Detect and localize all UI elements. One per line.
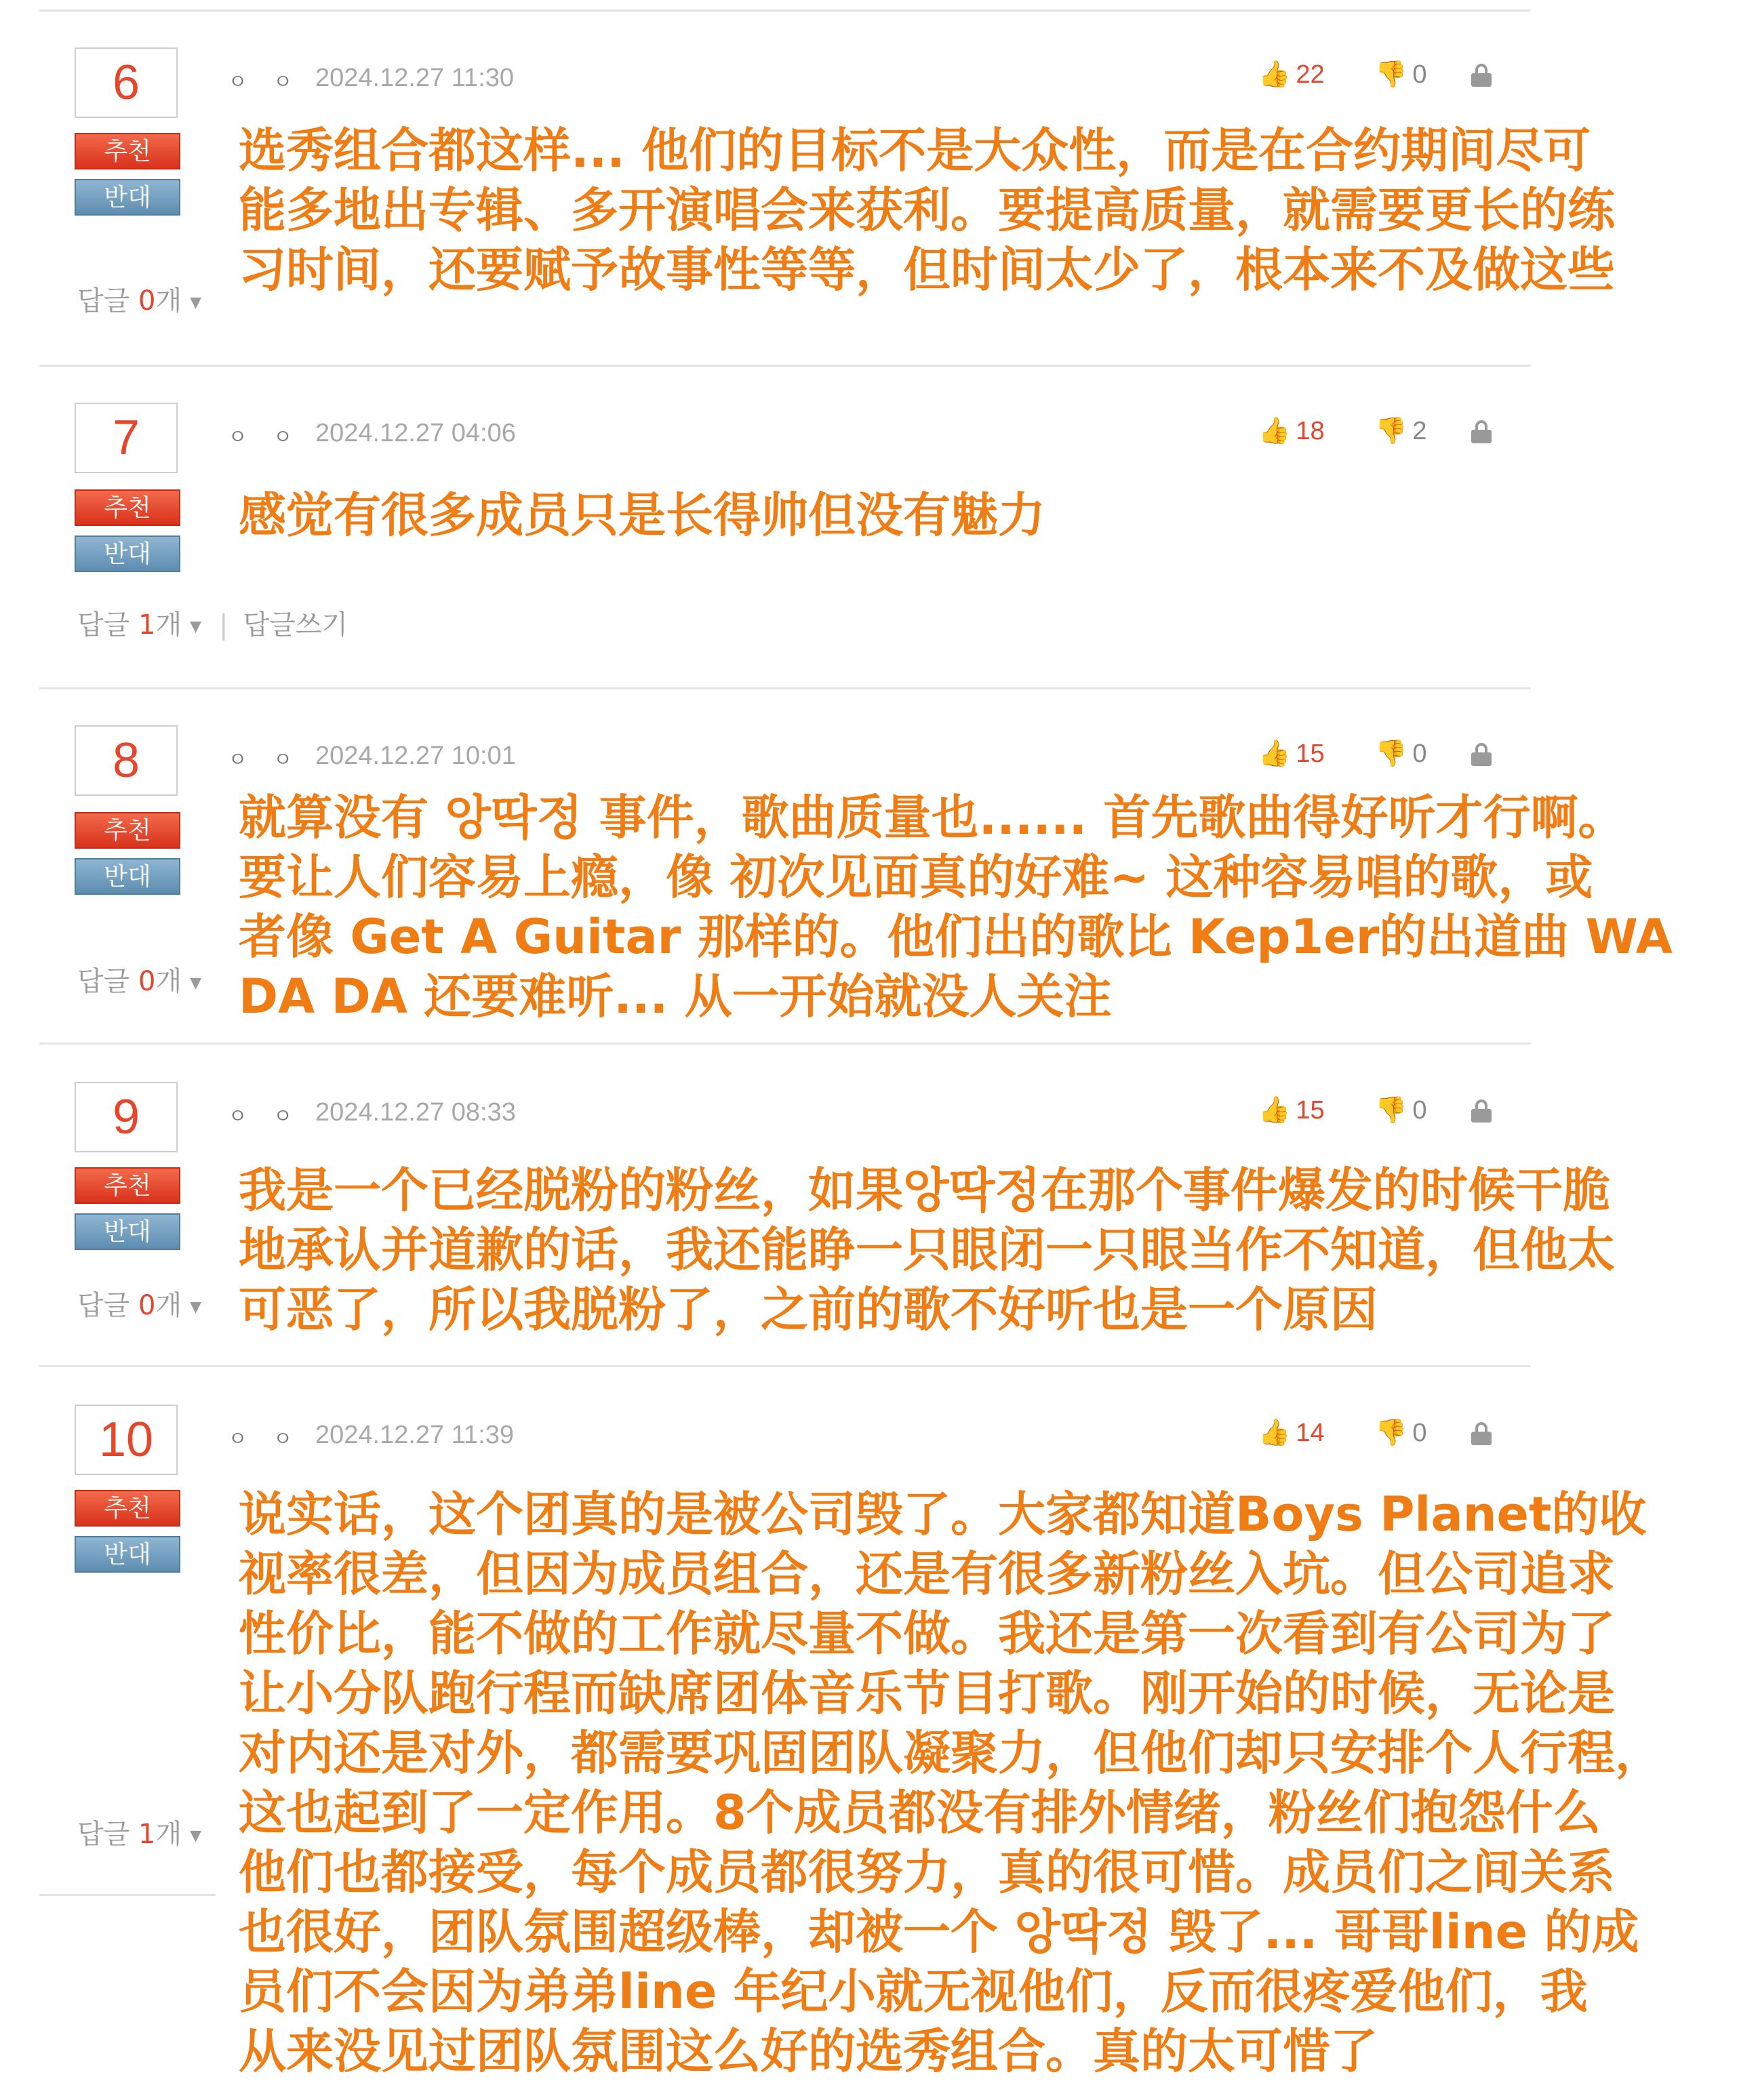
like-count[interactable] xyxy=(1258,416,1325,446)
like-count[interactable] xyxy=(1258,739,1325,769)
upvote-button[interactable]: 추천 xyxy=(75,812,180,849)
divider xyxy=(39,1894,216,1896)
dislike-count[interactable] xyxy=(1375,1418,1426,1448)
comment-date: 2024.12.27 04:06 xyxy=(315,419,516,447)
divider xyxy=(39,1043,1531,1045)
thumbs-down-icon: 👎 xyxy=(1375,1419,1407,1447)
lock-icon[interactable] xyxy=(1471,64,1492,87)
downvote-button[interactable]: 반대 xyxy=(75,179,180,216)
dislike-value: 2 xyxy=(1412,417,1427,445)
rank-number: 9 xyxy=(75,1082,178,1152)
chevron-down-icon: ▼ xyxy=(190,1827,202,1844)
chevron-down-icon: ▼ xyxy=(190,1298,202,1316)
rank-number: 8 xyxy=(75,725,178,796)
reply-unit: 개 xyxy=(155,609,182,641)
reply-toggle[interactable] xyxy=(77,279,201,318)
comment-date: 2024.12.27 08:33 xyxy=(315,1098,516,1127)
dislike-count[interactable] xyxy=(1375,416,1426,446)
chevron-down-icon: ▼ xyxy=(190,618,202,635)
rank-number: 7 xyxy=(75,403,178,473)
like-value: 15 xyxy=(1296,1096,1325,1125)
divider xyxy=(39,9,1531,12)
lock-icon[interactable] xyxy=(1471,1422,1492,1445)
reply-count: 0 xyxy=(138,285,156,317)
author-name: ㅇ ㅇ xyxy=(228,748,302,772)
thumbs-up-icon: 👍 xyxy=(1258,417,1291,445)
upvote-button[interactable]: 추천 xyxy=(75,1167,180,1204)
author-name: ㅇ ㅇ xyxy=(228,1105,302,1129)
lock-icon[interactable] xyxy=(1471,743,1492,766)
comment-body: 选秀组合都这样... 他们的目标不是大众性，而是在合约期间尽可 能多地出专辑、多开演唱会来获利。要提高质量，就需要更长的练 习时间，还要赋予故事性等等，但时间太少了，根本来不及做这些 xyxy=(239,123,1615,298)
like-value: 18 xyxy=(1296,417,1325,445)
like-value: 15 xyxy=(1296,740,1325,768)
rank-number: 6 xyxy=(75,47,178,118)
write-reply-link[interactable]: 답글쓰기 xyxy=(243,609,348,641)
downvote-button[interactable]: 반대 xyxy=(75,1213,180,1250)
reply-count: 0 xyxy=(138,1290,156,1321)
reply-count: 0 xyxy=(138,966,156,997)
dislike-value: 0 xyxy=(1412,1419,1427,1447)
reply-unit: 개 xyxy=(155,1819,182,1850)
comment-body: 就算没有 앙딱정 事件，歌曲质量也...... 首先歌曲得好听才行啊。 要让人们容易上瘾，像 初次见面真的好难~ 这种容易唱的歌，或 者像 Get A Guitar 那样的。他们出的歌比 Kep1er的出道曲 WA DA DA 还要难听... 从一开始就没人关注 xyxy=(239,790,1673,1024)
author-name: ㅇ ㅇ xyxy=(228,426,302,449)
chevron-down-icon: ▼ xyxy=(190,294,202,311)
downvote-button[interactable]: 반대 xyxy=(75,858,180,895)
reply-label: 답글 xyxy=(77,1290,130,1321)
divider xyxy=(39,687,1531,689)
reply-count: 1 xyxy=(138,609,156,641)
author-name: ㅇ ㅇ xyxy=(228,1428,302,1451)
thumbs-up-icon: 👍 xyxy=(1258,1096,1291,1125)
thumbs-down-icon: 👎 xyxy=(1375,417,1407,445)
dislike-value: 0 xyxy=(1412,740,1427,768)
dislike-count[interactable] xyxy=(1375,1095,1426,1125)
reply-toggle[interactable] xyxy=(77,1284,201,1322)
reply-toggle[interactable] xyxy=(77,603,348,642)
like-count[interactable] xyxy=(1258,60,1325,89)
thumbs-down-icon: 👎 xyxy=(1375,60,1407,89)
like-count[interactable] xyxy=(1258,1095,1325,1125)
reply-label: 답글 xyxy=(77,609,130,641)
dislike-value: 0 xyxy=(1412,60,1427,89)
reply-toggle[interactable] xyxy=(77,960,201,998)
dislike-count[interactable] xyxy=(1375,60,1426,89)
reply-label: 답글 xyxy=(77,966,130,997)
divider xyxy=(39,365,1531,367)
author-name: ㅇ ㅇ xyxy=(228,70,302,94)
chevron-down-icon: ▼ xyxy=(190,974,202,992)
thumbs-up-icon: 👍 xyxy=(1258,60,1291,89)
like-value: 22 xyxy=(1296,60,1325,89)
separator: | xyxy=(219,609,228,641)
downvote-button[interactable]: 반대 xyxy=(75,1536,180,1573)
dislike-value: 0 xyxy=(1412,1096,1427,1125)
comment-date: 2024.12.27 11:39 xyxy=(315,1421,515,1449)
lock-icon[interactable] xyxy=(1471,1099,1492,1123)
upvote-button[interactable]: 추천 xyxy=(75,1490,180,1527)
thumbs-down-icon: 👎 xyxy=(1375,1096,1407,1125)
comment-date: 2024.12.27 10:01 xyxy=(315,742,516,770)
downvote-button[interactable]: 반대 xyxy=(75,536,180,572)
comment-date: 2024.12.27 11:30 xyxy=(315,64,515,92)
reply-unit: 개 xyxy=(155,1290,182,1321)
rank-number: 10 xyxy=(75,1405,178,1475)
thumbs-up-icon: 👍 xyxy=(1258,740,1291,768)
reply-unit: 개 xyxy=(155,966,182,997)
upvote-button[interactable]: 추천 xyxy=(75,489,180,526)
divider xyxy=(39,1365,1531,1367)
like-value: 14 xyxy=(1296,1419,1325,1447)
lock-icon[interactable] xyxy=(1471,420,1492,443)
upvote-button[interactable]: 추천 xyxy=(75,133,180,169)
comment-body: 感觉有很多成员只是长得帅但没有魅力 xyxy=(239,487,1045,543)
comment-body: 说实话，这个团真的是被公司毁了。大家都知道Boys Planet的收 视率很差，但因为成员组合，还是有很多新粉丝入坑。但公司追求 性价比，能不做的工作就尽量不做。我还是第一次看到有公司为了 让小分队跑行程而缺席团体音乐节目打歌。刚开始的时候，无论是 对内还是对外，都需要巩固团队凝聚力，但他们却只安排个人行程， 这也起到了一定作用。8个成员都没有排外情绪，粉丝们抱怨什么 他们也都接受，每个成员都很努力，真的很可惜。成员们之间关系 也很好，团队氛围超级棒，却被一个 앙딱정 毁了... 哥哥line 的成 员们不会因为弟弟line 年纪小就无视他们，反而很疼爱他们，我 从来没见过团队氛围这么好的选秀组合。真的太可惜了 xyxy=(239,1487,1662,2079)
like-count[interactable] xyxy=(1258,1418,1325,1448)
reply-label: 답글 xyxy=(77,1819,130,1850)
reply-count: 1 xyxy=(138,1819,156,1850)
dislike-count[interactable] xyxy=(1375,739,1426,769)
thumbs-down-icon: 👎 xyxy=(1375,740,1407,768)
reply-unit: 개 xyxy=(155,285,182,317)
reply-label: 답글 xyxy=(77,285,130,317)
comment-body: 我是一个已经脱粉的粉丝，如果앙딱정在那个事件爆发的时候干脆 地承认并道歉的话，我还能睁一只眼闭一只眼当作不知道，但他太 可恶了，所以我脱粉了，之前的歌不好听也是一个原因 xyxy=(239,1163,1615,1337)
reply-toggle[interactable] xyxy=(77,1813,201,1851)
thumbs-up-icon: 👍 xyxy=(1258,1419,1291,1447)
